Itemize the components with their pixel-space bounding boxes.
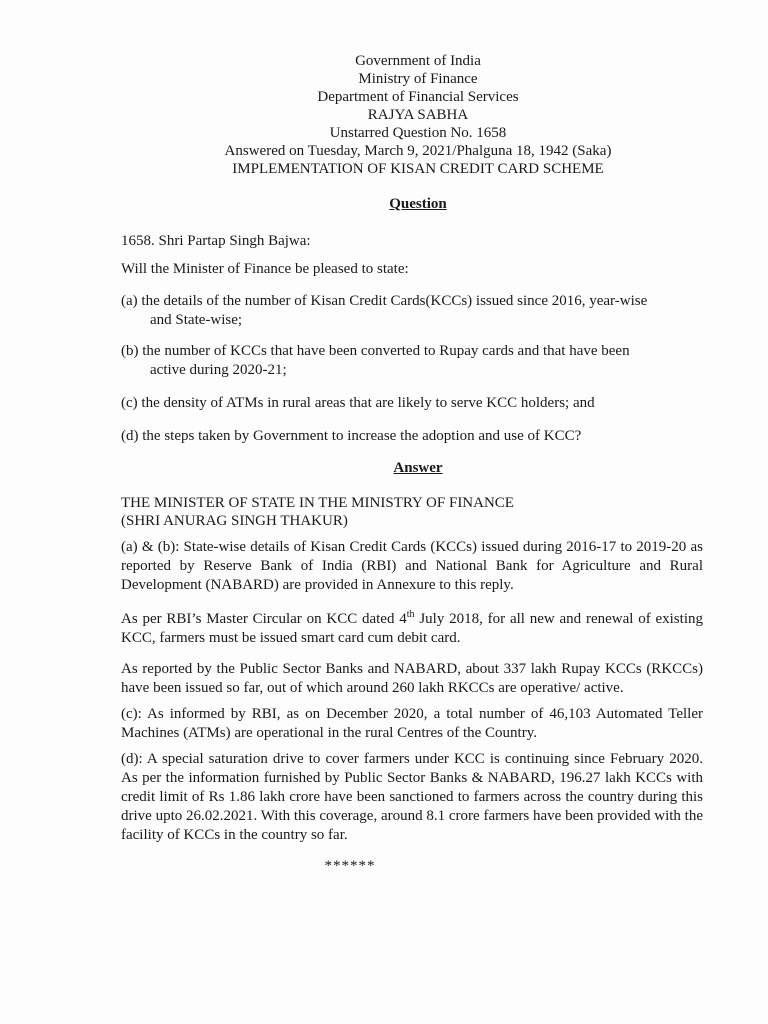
header-subject: IMPLEMENTATION OF KISAN CREDIT CARD SCHEME — [232, 161, 604, 177]
answer-para-rbi-superscript: th — [406, 609, 415, 620]
question-item-a-line2: and State-wise; — [150, 312, 243, 328]
answer-para-d: (d): A special saturation drive to cover farmers under KCC is continuing since February 2020. As per the information furnished by Public Sector Banks & NABARD, 196.27 lakh KCCs with credit limit of Rs 1.86 lakh crore have been sanctioned to farmers across the country during this drive upto 26.02.2021. With this coverage, around 8.1 crore farmers have been provided with the facility of KCCs in the country so far. — [121, 751, 703, 843]
end-marker: ****** — [324, 858, 376, 874]
question-intro: Will the Minister of Finance be pleased to state: — [121, 261, 409, 277]
answer-para-rbi-circular — [121, 610, 703, 648]
question-item-a-line1: (a) the details of the number of Kisan Credit Cards(KCCs) issued since 2016, year-wise — [121, 293, 648, 309]
question-asker: 1658. Shri Partap Singh Bajwa: — [121, 233, 311, 249]
minister-name: (SHRI ANURAG SINGH THAKUR) — [121, 513, 348, 529]
question-item-b — [121, 342, 630, 380]
document-header — [0, 52, 768, 178]
header-answer-date: Answered on Tuesday, March 9, 2021/Phalguna 18, 1942 (Saka) — [224, 143, 612, 159]
question-heading: Question — [389, 196, 447, 212]
answer-para-rupay: As reported by the Public Sector Banks and NABARD, about 337 lakh Rupay KCCs (RKCCs) have been issued so far, out of which around 260 lakh RKCCs are operative/ active. — [121, 661, 703, 696]
header-department: Department of Financial Services — [317, 89, 519, 105]
question-item-c — [121, 394, 595, 413]
question-item-d — [121, 427, 581, 446]
question-item-d-line1: (d) the steps taken by Government to increase the adoption and use of KCC? — [121, 428, 582, 444]
answer-para-c: (c): As informed by RBI, as on December 2020, a total number of 46,103 Automated Teller Machines (ATMs) are operational in the rural Centres of the Country. — [121, 706, 703, 741]
question-item-b-line2: active during 2020-21; — [150, 362, 287, 378]
minister-title: THE MINISTER OF STATE IN THE MINISTRY OF FINANCE — [121, 495, 514, 511]
question-item-b-line1: (b) the number of KCCs that have been converted to Rupay cards and that have been — [121, 343, 630, 359]
answer-heading: Answer — [393, 460, 443, 476]
header-house: RAJYA SABHA — [367, 107, 469, 123]
answer-para-rbi-text-pre: As per RBI’s Master Circular on KCC dated 4 — [121, 611, 407, 627]
answer-para-ab: (a) & (b): State-wise details of Kisan Credit Cards (KCCs) issued during 2016-17 to 2019-20 as reported by Reserve Bank of India (RBI) and National Bank for Agriculture and Rural Development (NABARD) are provided in Annexure to this reply. — [121, 539, 703, 593]
answer-para-rbi-text-post: July 2018, for all new and renewal of existing KCC, farmers must be issued smart card cum debit card. — [121, 611, 703, 646]
question-item-c-line1: (c) the density of ATMs in rural areas that are likely to serve KCC holders; and — [121, 395, 595, 411]
header-question-number: Unstarred Question No. 1658 — [329, 125, 507, 141]
header-government: Government of India — [355, 53, 481, 69]
header-ministry: Ministry of Finance — [358, 71, 478, 87]
question-item-a — [121, 292, 647, 330]
